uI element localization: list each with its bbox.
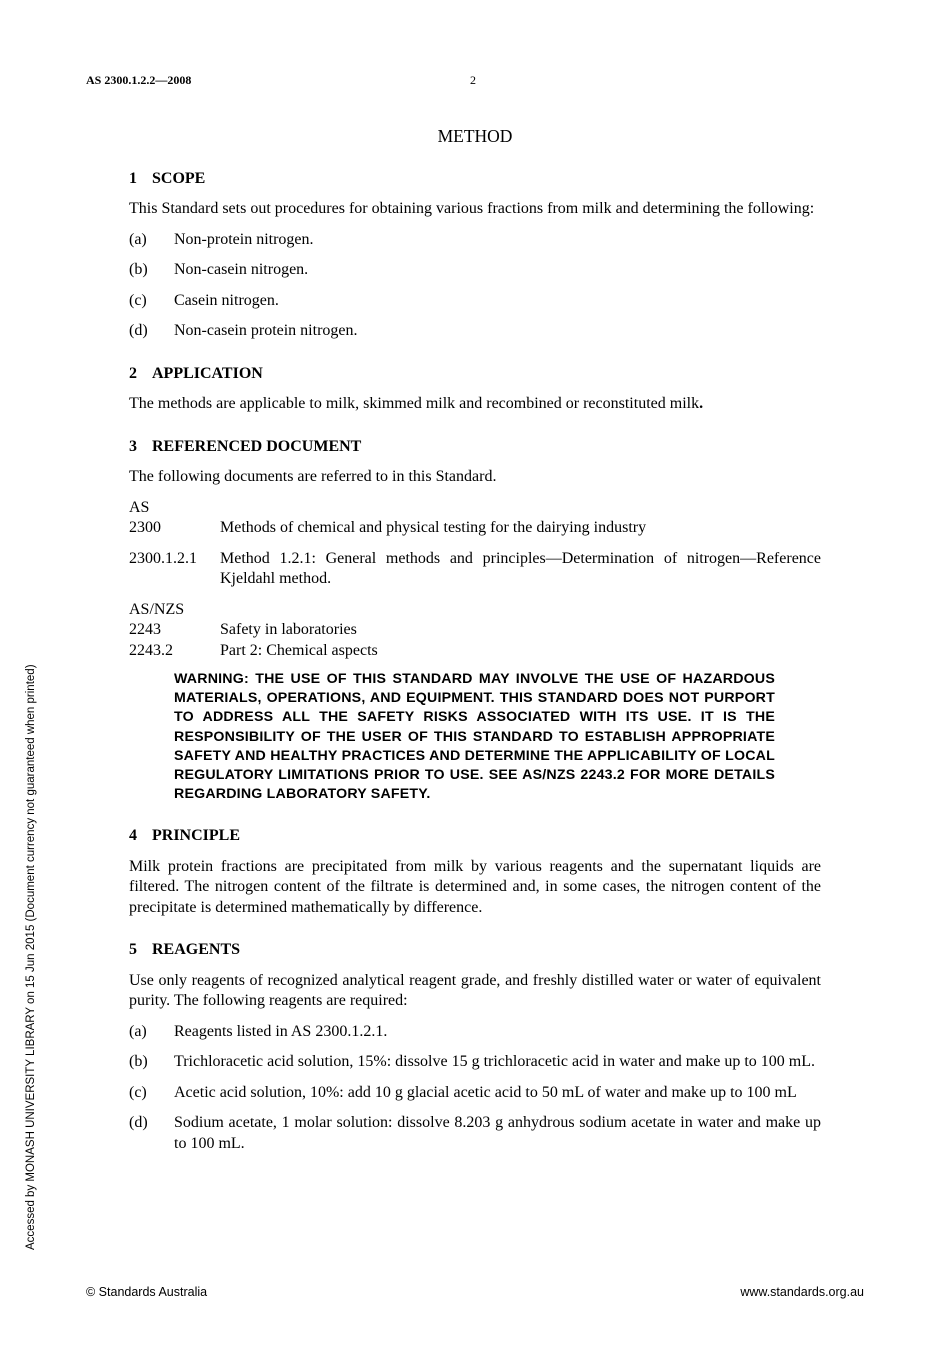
ref-title: Methods of chemical and physical testing for the dairying industry — [220, 519, 647, 536]
list-item — [129, 230, 821, 251]
ref-group-label-as: AS — [129, 498, 150, 516]
ref-entry — [129, 549, 821, 590]
ref-code: 2243.2 — [129, 641, 173, 659]
footer-copyright: © Standards Australia — [86, 1285, 208, 1299]
list-text: Acetic acid solution, 10%: add 10 g glacial acetic acid to 50 mL of water and make up to 100 mL — [174, 1083, 797, 1101]
document-body — [129, 126, 821, 1164]
scope-heading — [129, 169, 821, 190]
list-text: Sodium acetate, 1 molar solution: dissolve 8.203 g anhydrous sodium acetate in water and make up to 100 mL. — [174, 1114, 821, 1152]
footer-website: www.standards.org.au — [740, 1285, 864, 1299]
list-text: Trichloracetic acid solution, 15%: dissolve 15 g trichloracetic acid in water and make up to 100 mL. — [174, 1053, 816, 1071]
section-number: 5 — [129, 941, 137, 959]
list-item — [129, 1113, 821, 1154]
section-number: 4 — [129, 827, 137, 845]
list-text: Non-protein nitrogen. — [174, 230, 314, 248]
application-heading — [129, 364, 821, 385]
ref-entry — [129, 518, 821, 539]
list-label: (d) — [129, 1114, 148, 1132]
section-title: APPLICATION — [152, 364, 263, 382]
list-item — [129, 1052, 821, 1073]
list-text: Reagents listed in AS 2300.1.2.1. — [174, 1022, 388, 1040]
list-item — [129, 321, 821, 342]
section-number: 2 — [129, 364, 137, 382]
reagents-intro: Use only reagents of recognized analytical reagent grade, and freshly distilled water or water of equivalent purity. The following reagents are required: — [129, 971, 821, 1010]
header-doc-id: AS 2300.1.2.2—2008 — [86, 73, 192, 87]
section-number: 1 — [129, 169, 137, 187]
principle-text: Milk protein fractions are precipitated from milk by various reagents and the supernatant liquids are filtered. The nitrogen content of the filtrate is determined and, in some cases, the nitrogen content of the precipitate is determined mathematically by difference. — [129, 857, 821, 916]
scope-intro: This Standard sets out procedures for obtaining various fractions from milk and determining the following: — [129, 200, 815, 217]
list-label: (b) — [129, 1053, 148, 1071]
ref-entry — [129, 641, 821, 662]
list-text: Non-casein protein nitrogen. — [174, 322, 358, 339]
application-sentence: The methods are applicable to milk, skimmed milk and recombined or reconstituted milk — [129, 395, 700, 412]
ref-code: 2243 — [129, 621, 161, 638]
ref-code: 2300.1.2.1 — [129, 549, 197, 567]
ref-entry — [129, 620, 821, 641]
list-label: (a) — [129, 230, 147, 248]
list-item — [129, 1083, 821, 1104]
list-label: (c) — [129, 291, 147, 309]
list-item — [129, 260, 821, 281]
ref-group-label-asnzs: AS/NZS — [129, 600, 185, 618]
list-text: Non-casein nitrogen. — [174, 261, 309, 278]
safety-warning: WARNING: THE USE OF THIS STANDARD MAY INVOLVE THE USE OF HAZARDOUS MATERIALS, OPERATIONS, AND EQUIPMENT. THIS STANDARD DOES NOT PURPORT TO ADDRESS ALL THE SAFETY RISKS ASSOCIATED WITH ITS USE. IT IS THE RESPONSIBILITY OF THE USER OF THIS STANDARD TO ESTABLISH APPROPRIATE SAFETY AND HEALTHY PRACTICES AND DETERMINE THE APPLICABILITY OF LOCAL REGULATORY LIMITATIONS PRIOR TO USE. SEE AS/NZS 2243.2 FOR MORE DETAILS REGARDING LABORATORY SAFETY. — [174, 671, 775, 803]
list-label: (a) — [129, 1022, 147, 1040]
list-label: (d) — [129, 322, 148, 339]
ref-title: Safety in laboratories — [220, 621, 357, 638]
application-text — [129, 394, 821, 415]
page-title: METHOD — [437, 126, 513, 146]
referenced-intro: The following documents are referred to in this Standard. — [129, 468, 497, 485]
ref-title: Part 2: Chemical aspects — [220, 641, 378, 659]
principle-heading — [129, 826, 821, 847]
section-title: REFERENCED DOCUMENT — [152, 437, 362, 455]
list-label: (b) — [129, 261, 148, 278]
page-number: 2 — [470, 73, 476, 87]
access-side-note: Accessed by MONASH UNIVERSITY LIBRARY on 15 Jun 2015 (Document currency not guaranteed when printed) — [25, 664, 37, 1250]
reagents-list — [129, 1022, 821, 1155]
scope-list — [129, 230, 821, 342]
ref-title: Method 1.2.1: General methods and principles—Determination of nitrogen—Reference Kjeldahl method. — [220, 549, 821, 587]
list-label: (c) — [129, 1083, 147, 1101]
referenced-heading — [129, 437, 821, 458]
section-number: 3 — [129, 437, 137, 455]
section-title: PRINCIPLE — [152, 827, 241, 845]
list-text: Casein nitrogen. — [174, 291, 279, 309]
list-item — [129, 1022, 821, 1043]
application-period: . — [699, 395, 704, 412]
list-item — [129, 291, 821, 312]
section-title: SCOPE — [152, 169, 206, 187]
ref-code: 2300 — [129, 519, 161, 536]
reagents-heading — [129, 940, 821, 961]
section-title: REAGENTS — [152, 941, 241, 959]
